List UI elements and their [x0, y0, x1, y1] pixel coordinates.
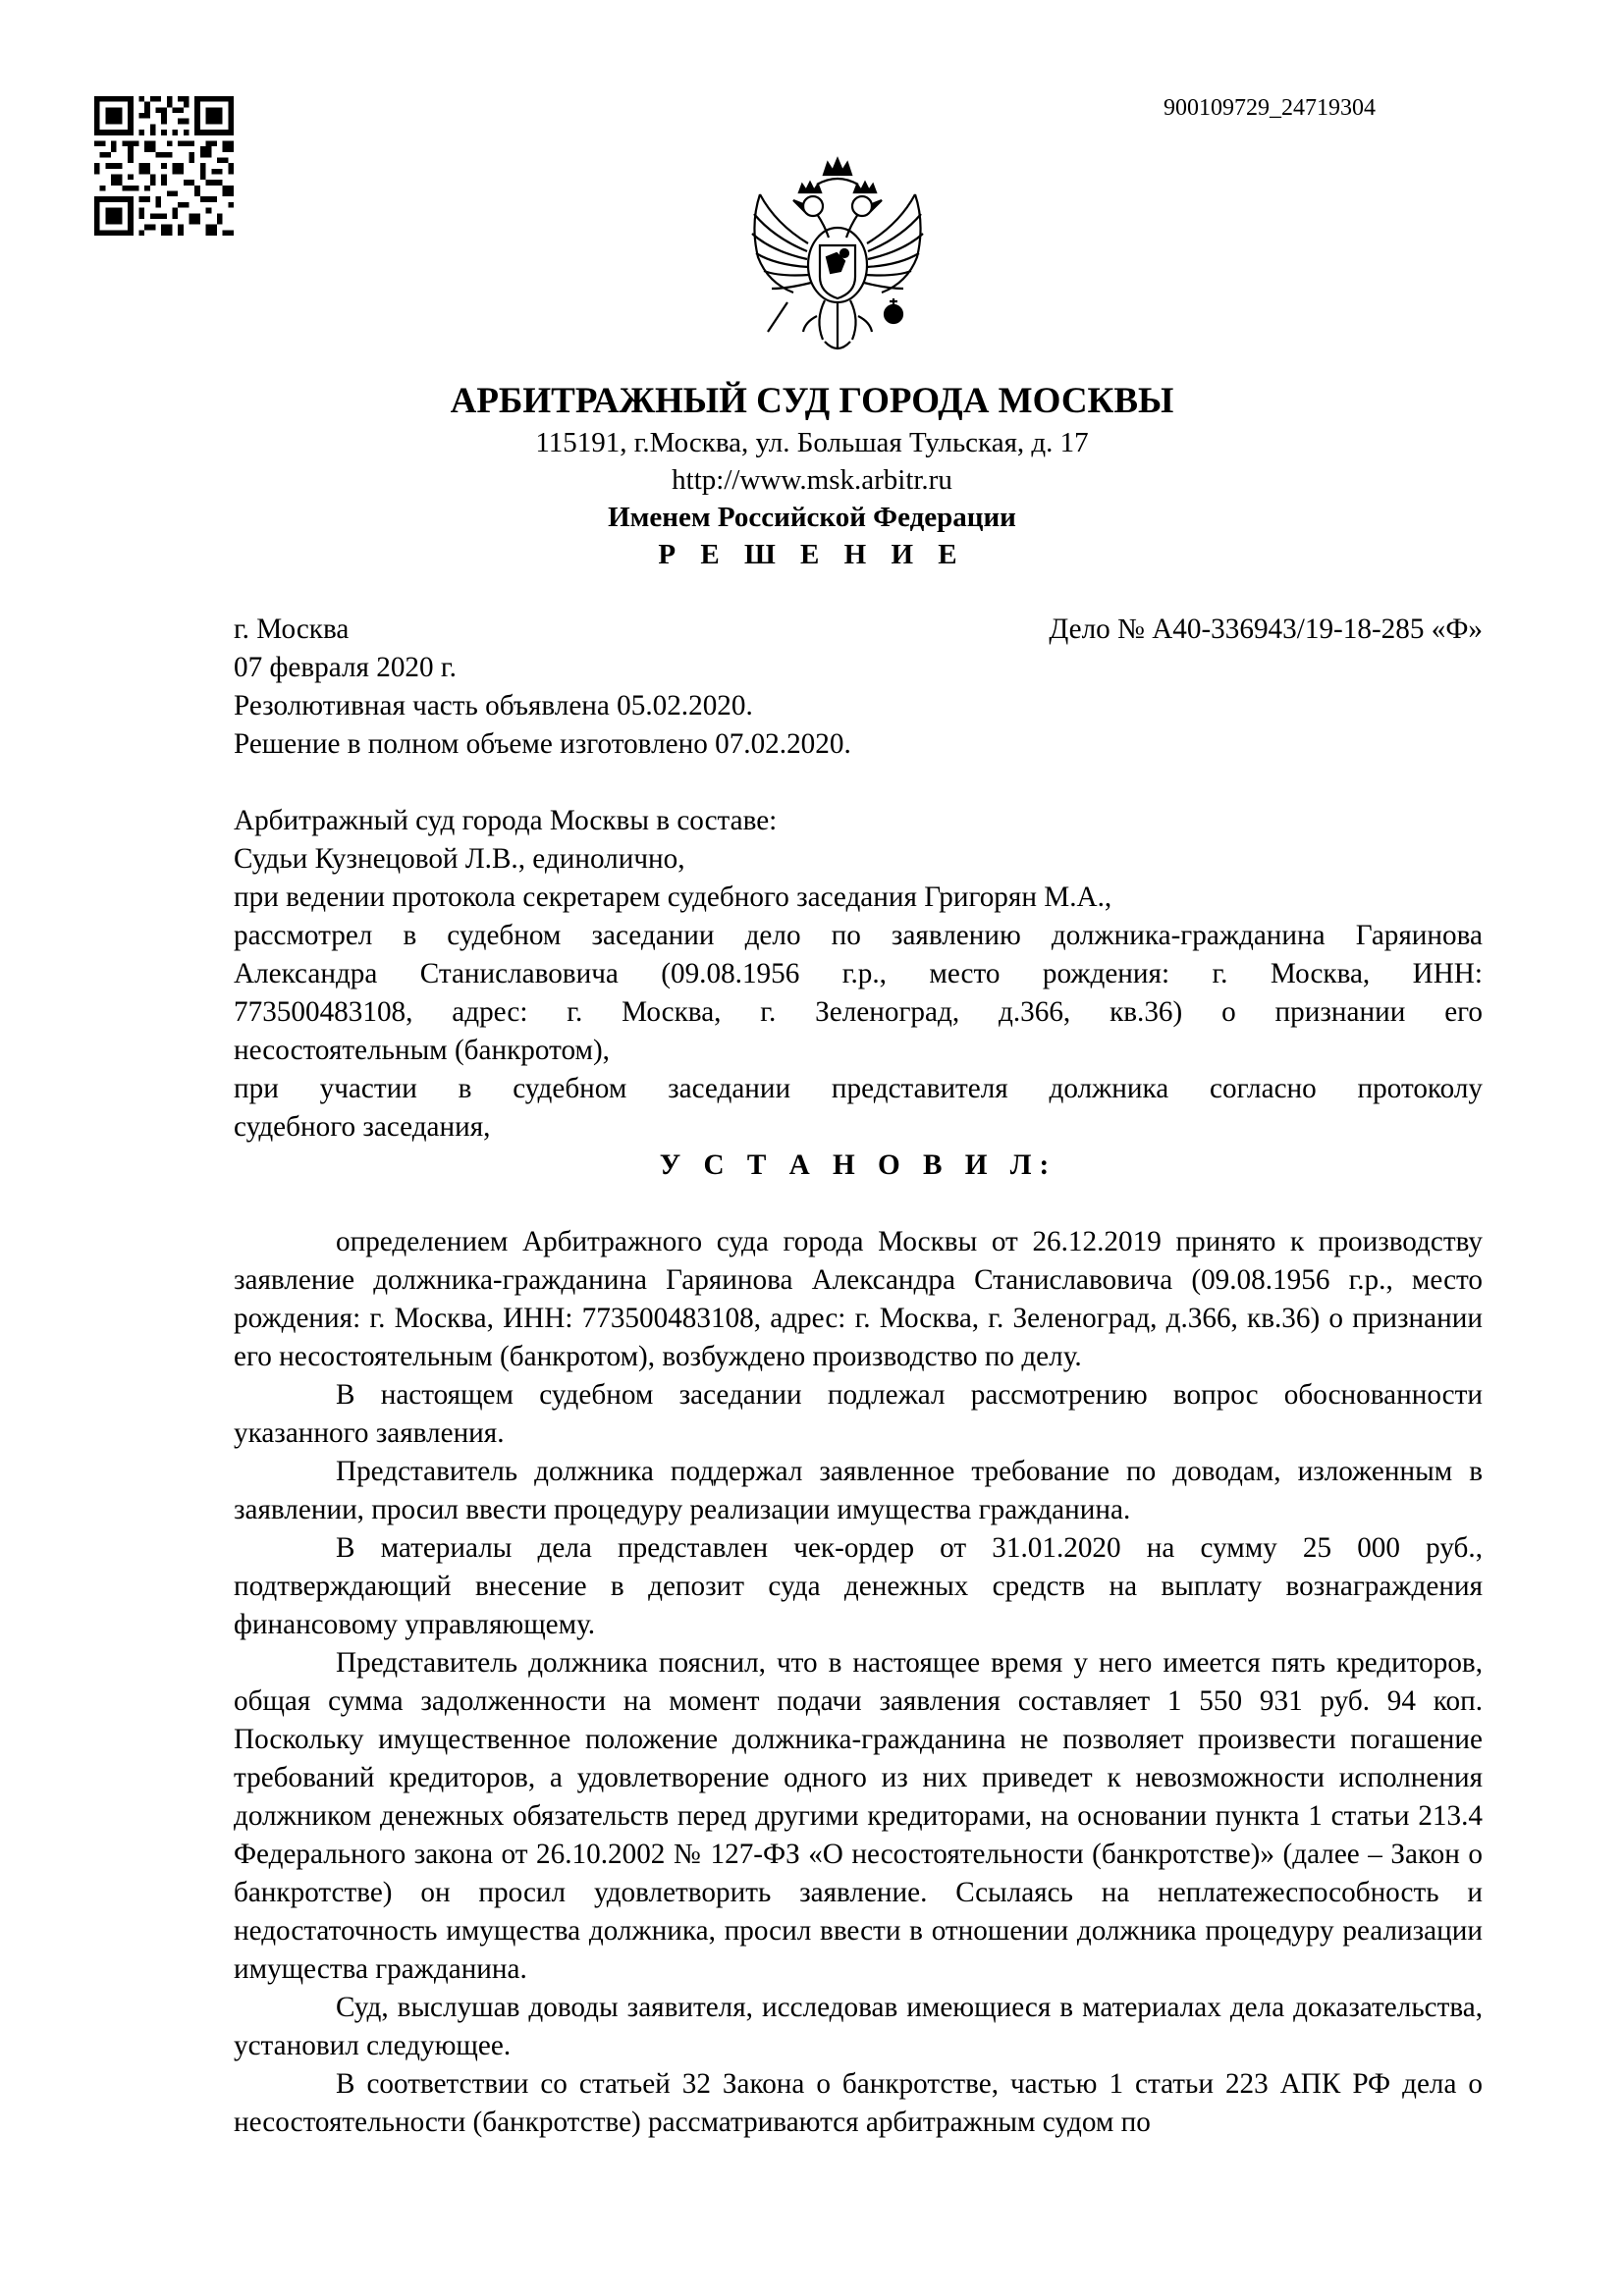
qr-code-icon [94, 96, 234, 236]
case-date: 07 февраля 2020 г. [234, 652, 457, 683]
case-city: г. Москва [234, 614, 350, 645]
body-paragraph: Представитель должника поддержал заявленное требование по доводам, изложенным в заявлении, просил ввести процедуру реализации имущества гражданина. [234, 1456, 1483, 1525]
document-body [234, 611, 1483, 2142]
composition-line: рассмотрел в судебном заседании дело по заявлению должника-гражданина Гаряинова [234, 920, 1483, 951]
composition-line: при участии в судебном заседании представителя должника согласно протоколу [234, 1073, 1483, 1104]
court-header [0, 379, 1624, 573]
composition-line: Арбитражный суд города Москвы в составе: [234, 805, 778, 836]
decision-title: Р Е Ш Е Н И Е [658, 539, 966, 570]
court-address: 115191, г.Москва, ул. Большая Тульская, д. 17 [535, 427, 1089, 458]
operative-part-date: Резолютивная часть объявлена 05.02.2020. [234, 690, 753, 721]
composition-line: 773500483108, адрес: г. Москва, г. Зеленоград, д.366, кв.36) о признании его [234, 996, 1483, 1028]
full-decision-date: Решение в полном объеме изготовлено 07.02.2020. [234, 728, 851, 760]
composition-line: Александра Станиславовича (09.08.1956 г.р., место рождения: г. Москва, ИНН: [234, 958, 1483, 989]
established-heading: У С Т А Н О В И Л: [659, 1149, 1057, 1181]
body-paragraph: определением Арбитражного суда города Москвы от 26.12.2019 принято к производству заявление должника-гражданина Гаряинова Александра Станиславовича (09.08.1956 г.р., место рождения: г. Москва, ИНН: 773500483108, адрес: г. Москва, г. Зеленоград, д.366, кв.36) о признании его несостоятельным (банкротом), возбуждено производство по делу. [234, 1226, 1483, 1372]
court-name: АРБИТРАЖНЫЙ СУД ГОРОДА МОСКВЫ [450, 381, 1174, 421]
body-paragraph: В настоящем судебном заседании подлежал рассмотрению вопрос обоснованности указанного заявления. [234, 1379, 1483, 1449]
body-paragraph: Представитель должника пояснил, что в настоящее время у него имеется пять кредиторов, общая сумма задолженности на момент подачи заявления составляет 1 550 931 руб. 94 коп. Поскольку имущественное положение должника-гражданина не позволяет произвести погашение требований кредиторов, а удовлетворение одного из них приведет к невозможности исполнения должником денежных обязательств перед другими кредиторами, на основании пункта 1 статьи 213.4 Федерального закона от 26.10.2002 № 127-ФЗ «О несостоятельности (банкротстве)» (далее – Закон о банкротстве) он просил удовлетворить заявление. Ссылаясь на неплатежеспособность и недостаточность имущества должника, просил ввести в отношении должника процедуру реализации имущества гражданина. [234, 1647, 1483, 1985]
composition-line: несостоятельным (банкротом), [234, 1035, 610, 1066]
composition-line: судебного заседания, [234, 1111, 491, 1143]
body-paragraph: В соответствии со статьей 32 Закона о банкротстве, частью 1 статьи 223 АПК РФ дела о несостоятельности (банкротстве) рассматриваются арбитражным судом по [234, 2068, 1483, 2138]
case-number: Дело № А40-336943/19-18-285 «Ф» [1049, 614, 1483, 645]
coat-of-arms-icon [746, 155, 929, 359]
in-the-name-line: Именем Российской Федерации [608, 502, 1016, 533]
document-id: 900109729_24719304 [1164, 95, 1376, 121]
body-paragraph: Суд, выслушав доводы заявителя, исследовав имеющиеся в материалах дела доказательства, установил следующее. [234, 1992, 1483, 2061]
composition-line: при ведении протокола секретарем судебного заседания Григорян М.А., [234, 881, 1112, 913]
case-header-row [234, 611, 1483, 649]
court-website: http://www.msk.arbitr.ru [672, 464, 952, 496]
body-paragraph: В материалы дела представлен чек-ордер от 31.01.2020 на сумму 25 000 руб., подтверждающий внесение в депозит суда денежных средств на выплату вознаграждения финансовому управляющему. [234, 1532, 1483, 1640]
composition-line: Судьи Кузнецовой Л.В., единолично, [234, 843, 685, 875]
